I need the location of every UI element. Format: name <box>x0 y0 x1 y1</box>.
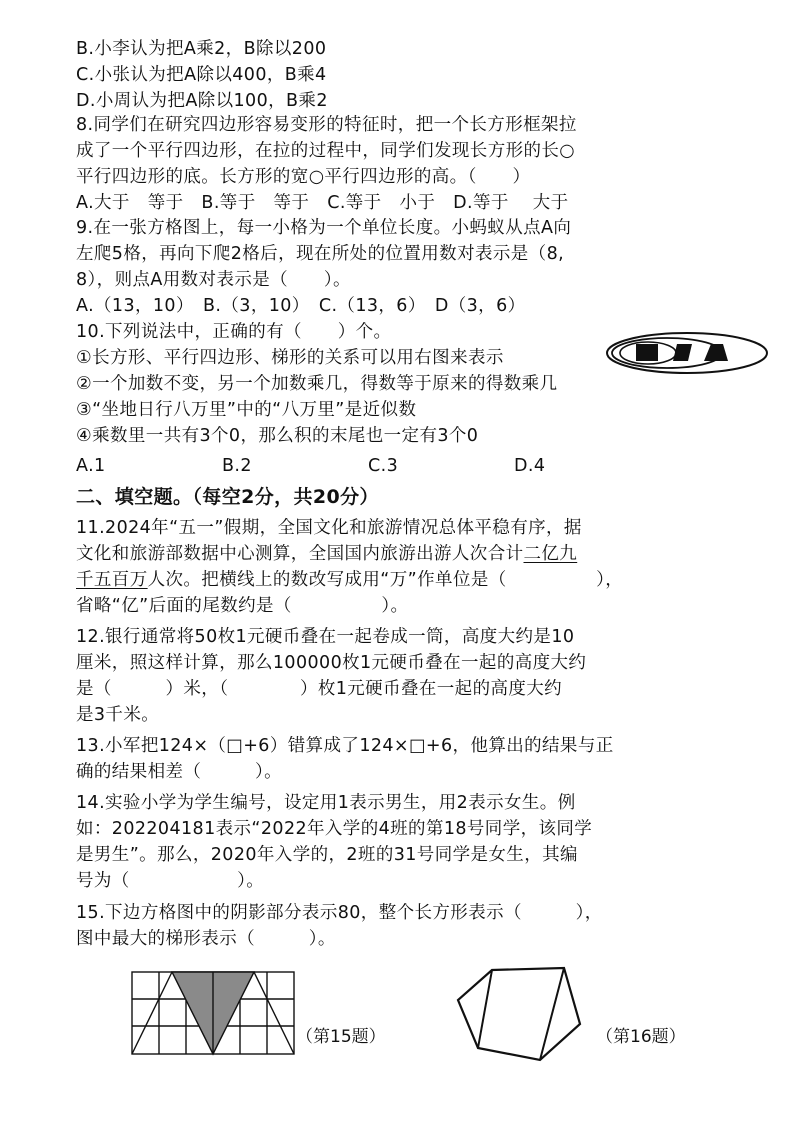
q10-option-a: A.1 <box>76 456 106 476</box>
q10-option-b: B.2 <box>222 456 252 476</box>
q8-options: A.大于 等于 B.等于 等于 C.等于 小于 D.等于 大于 <box>76 193 569 213</box>
q13-line-1: 13.小军把124×（□+6）错算成了124×□+6，他算出的结果与正 <box>76 736 614 756</box>
q8-line-1: 8.同学们在研究四边形容易变形的特征时，把一个长方形框架拉 <box>76 115 577 135</box>
q11-line-2 <box>76 541 577 567</box>
q12-line-2: 厘米，照这样计算，那么100000枚1元硬币叠在一起的高度大约 <box>76 653 587 673</box>
q8-line-3: 平行四边形的底。长方形的宽○平行四边形的高。（ ） <box>76 167 531 187</box>
q10-option-d: D.4 <box>514 456 546 476</box>
q10-statement-3: ③“坐地日行八万里”中的“八万里”是近似数 <box>76 400 417 420</box>
q15-line-1: 15.下边方格图中的阴影部分表示80，整个长方形表示（ ）， <box>76 903 603 923</box>
q12-line-3: 是（ ）米，（ ）枚1元硬币叠在一起的高度大约 <box>76 679 563 699</box>
q12-line-1: 12.银行通常将50枚1元硬币叠在一起卷成一筒，高度大约是10 <box>76 627 575 647</box>
q10-stem: 10.下列说法中，正确的有（ ）个。 <box>76 322 392 342</box>
q16-hexagon-figure <box>454 964 584 1064</box>
q7-option-d: D.小周认为把A除以100，B乘2 <box>76 91 328 111</box>
q14-line-3: 是男生”。那么，2020年入学的，2班的31号同学是女生，其编 <box>76 845 578 865</box>
q11-underlined-number-part-2: 千五百万 <box>76 570 148 590</box>
q14-line-1: 14.实验小学为学生编号，设定用1表示男生，用2表示女生。例 <box>76 793 576 813</box>
q8-line-2: 成了一个平行四边形，在拉的过程中，同学们发现长方形的长○ <box>76 141 575 161</box>
quadrilateral-relation-diagram <box>604 330 770 376</box>
q14-line-4: 号为（ ）。 <box>76 871 265 891</box>
q9-line-1: 9.在一张方格图上，每一小格为一个单位长度。小蚂蚁从点A向 <box>76 218 572 238</box>
q15-grid-figure <box>130 970 296 1056</box>
q15-line-2: 图中最大的梯形表示（ ）。 <box>76 929 336 949</box>
trapezoid-shape <box>704 344 728 361</box>
q13-line-2: 确的结果相差（ ）。 <box>76 762 283 782</box>
q7-option-c: C.小张认为把A除以400，B乘4 <box>76 65 327 85</box>
q14-line-2: 如：202204181表示“2022年入学的4班的第18号同学，该同学 <box>76 819 593 839</box>
q9-options: A.（13，10） B.（3，10） C.（13，6） D（3，6） <box>76 296 526 316</box>
q9-line-3: 8），则点A用数对表示是（ ）。 <box>76 270 351 290</box>
q11-line-4: 省略“亿”后面的尾数约是（ ）。 <box>76 596 409 616</box>
q10-statement-1: ①长方形、平行四边形、梯形的关系可以用右图来表示 <box>76 348 504 368</box>
q11-line-2-text: 文化和旅游部数据中心测算，全国国内旅游出游人次合计 <box>76 544 524 564</box>
parallelogram-shape <box>673 344 692 361</box>
fig15-caption: （第15题） <box>296 1027 386 1047</box>
section-2-title: 二、填空题。（每空2分，共20分） <box>76 486 379 508</box>
q11-line-1: 11.2024年“五一”假期，全国文化和旅游情况总体平稳有序，据 <box>76 518 582 538</box>
q10-statement-2: ②一个加数不变，另一个加数乘几，得数等于原来的得数乘几 <box>76 374 558 394</box>
fig16-caption: （第16题） <box>596 1027 686 1047</box>
rectangle-shape <box>636 344 658 361</box>
q11-line-3 <box>76 567 623 593</box>
q9-line-2: 左爬5格，再向下爬2格后，现在所处的位置用数对表示是（8, <box>76 244 565 264</box>
q7-option-b: B.小李认为把A乘2，B除以200 <box>76 39 327 59</box>
q11-underlined-number-part-1: 二亿九 <box>523 544 578 564</box>
q12-line-4: 是3千米。 <box>76 705 160 725</box>
q10-statement-4: ④乘数里一共有3个0，那么积的末尾也一定有3个0 <box>76 426 479 446</box>
q10-option-c: C.3 <box>368 456 399 476</box>
q11-line-3-text: 人次。把横线上的数改写成用“万”作单位是（ ）， <box>147 570 624 590</box>
